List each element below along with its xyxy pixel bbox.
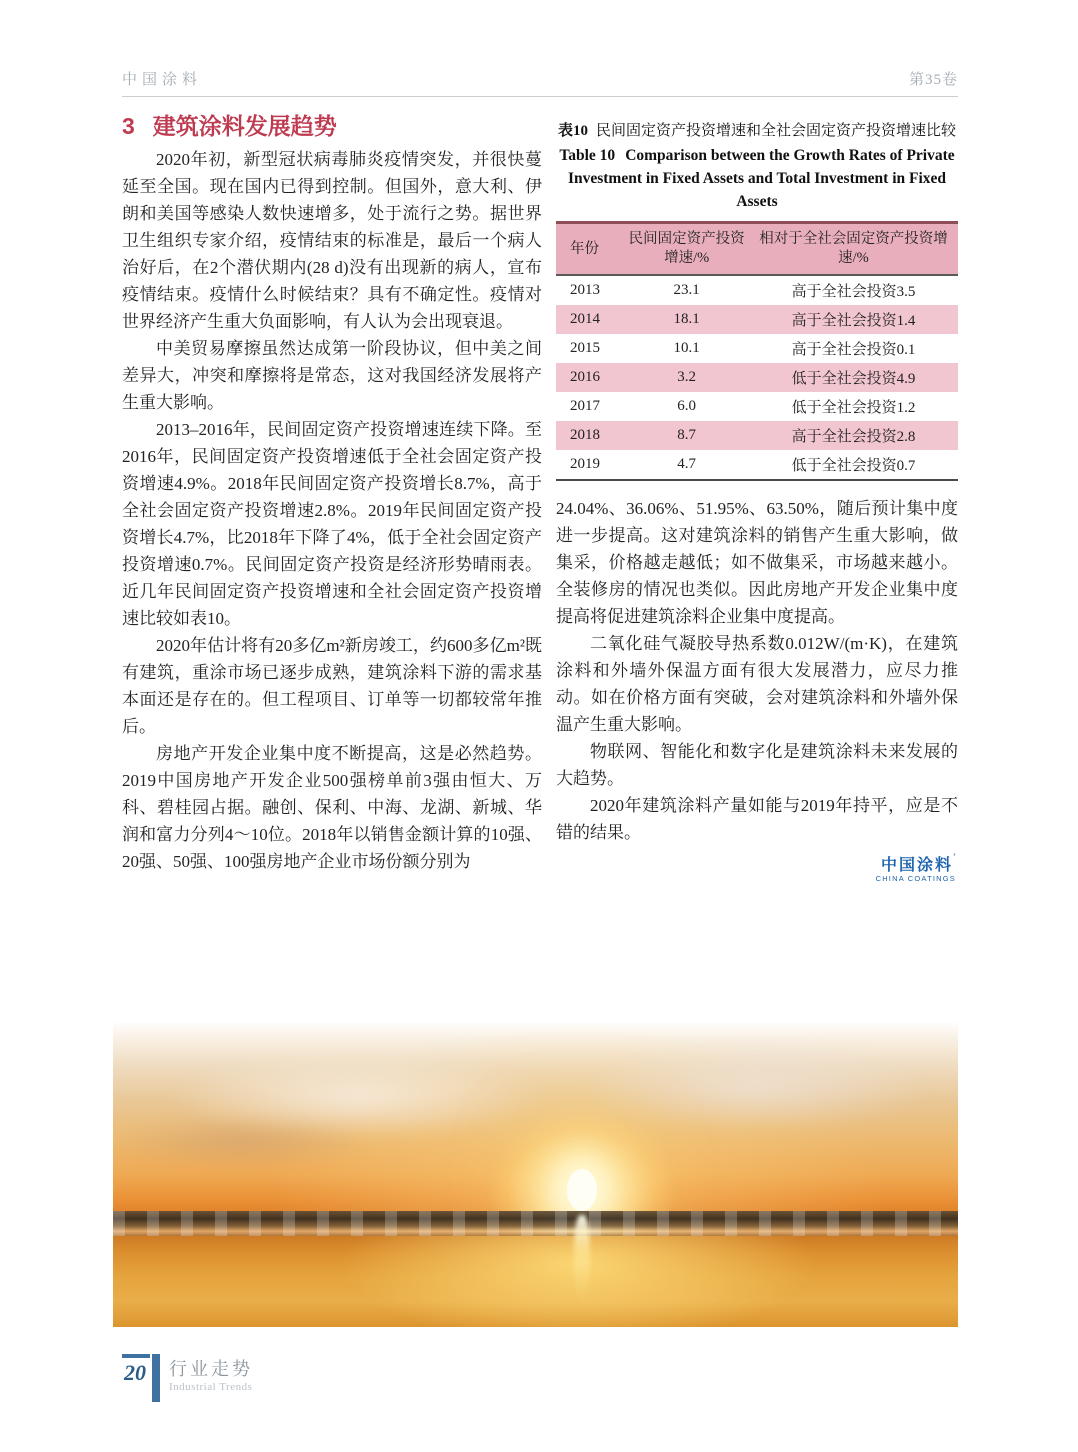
table-row	[556, 450, 958, 480]
table-cell: 低于全社会投资1.2	[791, 400, 916, 416]
column-header-relative-growth: 相对于全社会固定资产投资增速/%	[749, 223, 958, 276]
table-cell: 10.1	[673, 340, 700, 356]
photo-beach	[113, 1236, 958, 1327]
table-cell: 2014	[570, 311, 600, 327]
footer-divider-bar	[152, 1354, 160, 1402]
table-header	[556, 223, 958, 276]
logo-mark: ’	[953, 852, 956, 862]
paragraph: 中美贸易摩擦虽然达成第一阶段协议，但中美之间差异大，冲突和摩擦将是常态，这对我国经济发展将产生重大影响。	[122, 339, 542, 412]
logo-text-zh: 中国涂料	[880, 857, 953, 874]
table-cell: 23.1	[673, 282, 700, 298]
paragraph: 24.04%、36.06%、51.95%、63.50%，随后预计集中度进一步提高。这对建筑涂料的销售产生重大影响，做集采，价格越走越低；如不做集采，市场越来越小。全装修房的情况也类似。因此房地产开发企业集中度提高将促进建筑涂料企业集中度提高。	[556, 499, 958, 626]
table-cell: 2018	[570, 427, 600, 443]
table-cell: 6.0	[677, 398, 696, 414]
table-cell: 高于全社会投资3.5	[791, 284, 916, 300]
footer-label-en: Industrial Trends	[169, 1381, 253, 1393]
column-header-private-growth: 民间固定资产投资增速/%	[624, 223, 749, 276]
right-column	[556, 120, 958, 883]
paragraph: 2020年建筑涂料产量如能与2019年持平，应是不错的结果。	[556, 796, 958, 842]
section-heading	[122, 108, 552, 141]
table-row	[556, 305, 958, 334]
logo-text-en: CHINA COATINGS	[875, 874, 956, 883]
section-number: 3	[122, 113, 135, 139]
section-title: 建筑涂料发展趋势	[152, 113, 337, 139]
sun-reflection	[574, 1215, 590, 1300]
photo-cloud	[578, 1041, 933, 1132]
paragraph: 物联网、智能化和数字化是建筑涂料未来发展的大趋势。	[556, 742, 958, 788]
left-column	[122, 146, 542, 875]
sun	[567, 1169, 597, 1211]
sunset-photo	[113, 1023, 958, 1327]
table-row	[556, 363, 958, 392]
table-caption-zh	[556, 120, 958, 142]
paragraph: 房地产开发企业集中度不断提高，这是必然趋势。2019中国房地产开发企业500强榜单前3强由恒大、万科、碧桂园占据。融创、保利、中海、龙湖、新城、华润和富力分列4～10位。2018年以销售金额计算的10强、20强、50强、100强房地产企业市场份额分别为	[122, 744, 542, 871]
page-footer	[122, 1354, 253, 1414]
paragraph: 二氧化硅气凝胶导热系数0.012W/(m·K)，在建筑涂料和外墙外保温方面有很大发展潜力，应尽力推动。如在价格方面有突破，会对建筑涂料和外墙外保温产生重大影响。	[556, 634, 958, 734]
table-cell: 2015	[570, 340, 600, 356]
table-cell: 2016	[570, 369, 600, 385]
table-cell: 低于全社会投资0.7	[791, 458, 916, 474]
table-caption-en-text: Comparison between the Growth Rates of Private Investment in Fixed Assets and Total Investment in Fixed Assets	[567, 147, 955, 210]
table-caption-en	[556, 144, 958, 213]
table-cell: 3.2	[677, 369, 696, 385]
table-cell: 高于全社会投资0.1	[791, 342, 916, 358]
table-cell: 低于全社会投资4.9	[791, 371, 916, 387]
table-row	[556, 392, 958, 421]
photo-waves	[113, 1211, 958, 1237]
table-body	[556, 275, 958, 480]
paragraph: 2020年估计将有20多亿m²新房竣工，约600多亿m²既有建筑，重涂市场已逐步成熟，建筑涂料下游的需求基本面还是存在的。但工程项目、订单等一切都较常年推后。	[122, 636, 542, 736]
table-cell: 2019	[570, 456, 600, 472]
table-cell: 高于全社会投资2.8	[791, 429, 916, 445]
table-cell: 4.7	[677, 456, 696, 472]
table-cell: 8.7	[677, 427, 696, 443]
table-cell: 2017	[570, 398, 600, 414]
photo-cloud	[113, 1114, 367, 1169]
table-caption-en-label: Table 10	[559, 147, 616, 164]
paragraph: 2013–2016年，民间固定资产投资增速连续下降。至2016年，民间固定资产投资增速低于全社会固定资产投资增速4.9%。2018年民间固定资产投资增长8.7%，高于全社会固定资产投资增速2.8%。2019年民间固定资产投资增长4.7%，比2018年下降了4%，低于全社会固定资产投资增速0.7%。民间固定资产投资是经济形势晴雨表。近几年民间固定资产投资增速和全社会固定资产投资增速比较如表10。	[122, 420, 542, 628]
comparison-table	[556, 221, 958, 481]
volume-label: 第35卷	[908, 72, 958, 88]
table-cell: 18.1	[673, 311, 700, 327]
page-number: 20	[122, 1354, 150, 1385]
table-header-row	[556, 223, 958, 276]
footer-label-zh: 行业走势	[169, 1359, 253, 1379]
journal-name: 中国涂料	[122, 72, 203, 88]
table-cell: 高于全社会投资1.4	[791, 313, 916, 329]
running-head	[122, 66, 958, 97]
footer-labels	[169, 1354, 253, 1394]
table-row	[556, 421, 958, 450]
table-row	[556, 334, 958, 363]
table-caption-zh-label: 表10	[557, 123, 588, 139]
table-caption-zh-text: 民间固定资产投资增速和全社会固定资产投资增速比较	[596, 123, 957, 139]
table-cell: 2013	[570, 282, 600, 298]
column-header-year: 年份	[556, 223, 624, 276]
china-coatings-logo	[556, 852, 958, 883]
paragraph: 2020年初，新型冠状病毒肺炎疫情突发，并很快蔓延至全国。现在国内已得到控制。但国外，意大利、伊朗和美国等感染人数快速增多，处于流行之势。据世界卫生组织专家介绍，疫情结束的标准是，最后一个病人治好后，在2个潜伏期内(28 d)没有出现新的病人，宣布疫情结束。疫情什么时候结束？具有不确定性。疫情对世界经济产生重大负面影响，有人认为会出现衰退。	[122, 150, 542, 331]
table-row	[556, 275, 958, 305]
